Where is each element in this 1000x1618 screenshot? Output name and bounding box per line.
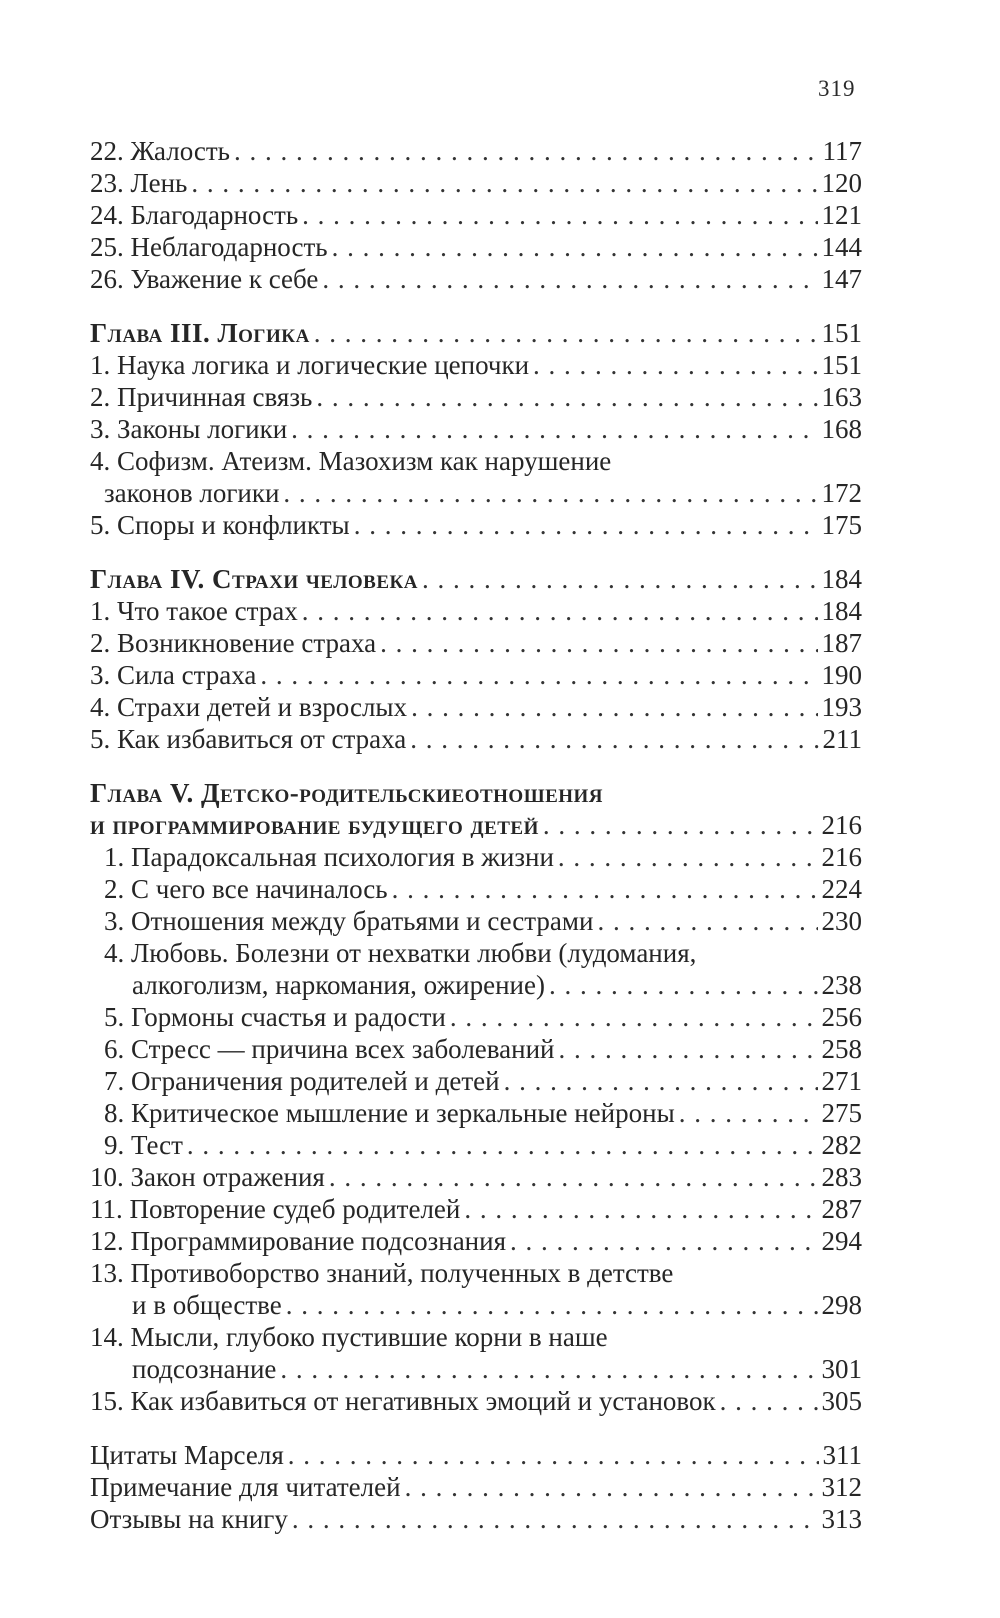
toc-entry-page: 121: [821, 200, 862, 230]
toc-entry-title: 3. Отношения между братьями и сестрами: [104, 906, 594, 936]
toc-entry-page: 271: [821, 1066, 862, 1096]
toc-entry: [90, 841, 862, 873]
toc-entry-page: 275: [821, 1098, 862, 1128]
chapter-heading: [90, 317, 862, 349]
toc-entry-title: 26. Уважение к себе: [90, 264, 319, 294]
toc-appendix: [90, 1439, 862, 1535]
toc-entry-page: 187: [821, 628, 862, 658]
toc-entry: [90, 905, 862, 937]
toc-entry-title: 1. Что такое страх: [90, 596, 298, 626]
toc-entry: [90, 1001, 862, 1033]
toc-entry: [90, 1065, 862, 1097]
dot-leader: [392, 873, 818, 905]
toc-entry-page: 283: [821, 1162, 862, 1192]
dot-leader: [559, 1033, 818, 1065]
dot-leader: [597, 905, 817, 937]
toc-entry-page: 312: [821, 1472, 862, 1502]
toc-entry-title: алкоголизм, наркомания, ожирение): [132, 970, 545, 1000]
toc-group-chapter-2-tail: [90, 135, 862, 295]
dot-leader: [283, 477, 817, 509]
toc-entry-page: 175: [821, 510, 862, 540]
dot-leader: [720, 1385, 818, 1417]
toc-entry-title: 3. Сила страха: [90, 660, 257, 690]
dot-leader: [280, 1353, 817, 1385]
toc-entry-title: 9. Тест: [104, 1130, 183, 1160]
toc-entry-title: 24. Благодарность: [90, 200, 299, 230]
toc-entry: [90, 1353, 862, 1385]
toc-entry-page: 313: [821, 1504, 862, 1534]
toc-entry-title: 1. Парадоксальная психология в жизни: [104, 842, 554, 872]
toc-entry-page: 258: [821, 1034, 862, 1064]
toc-entry-title: 11. Повторение судеб родителей: [90, 1194, 461, 1224]
toc-entry: [90, 691, 862, 723]
toc-entry-title: 8. Критическое мышление и зеркальные нейроны: [104, 1098, 675, 1128]
toc-entry-title: 2. С чего все начиналось: [104, 874, 388, 904]
dot-leader: [543, 809, 818, 841]
dot-leader: [405, 1471, 818, 1503]
toc-entry-page: 172: [821, 478, 862, 508]
toc-entry-title: Цитаты Марселя: [90, 1440, 284, 1470]
toc-chapter-4: [90, 563, 862, 755]
toc-entry: [90, 231, 862, 263]
toc-entry: [90, 263, 862, 295]
toc-entry: [90, 873, 862, 905]
dot-leader: [322, 263, 817, 295]
toc-entry-title: подсознание: [132, 1354, 277, 1384]
dot-leader: [549, 969, 818, 1001]
chapter-heading: [90, 563, 862, 595]
toc-entry-page: 238: [821, 970, 862, 1000]
toc-entry-title: 15. Как избавиться от негативных эмоций и установок: [90, 1386, 716, 1416]
toc-entry-title: 22. Жалость: [90, 136, 230, 166]
toc-entry: [90, 969, 862, 1001]
toc-entry-title: 10. Закон отражения: [90, 1162, 325, 1192]
toc-entry-page: 282: [821, 1130, 862, 1160]
toc-entry-page: 144: [821, 232, 862, 262]
toc-entry-title: 12. Программирование подсознания: [90, 1226, 506, 1256]
dot-leader: [464, 1193, 817, 1225]
toc-entry-page: 168: [821, 414, 862, 444]
toc-entry-page: 117: [822, 136, 862, 166]
toc-chapter-5: [90, 777, 862, 1417]
toc-entry-page: 305: [821, 1386, 862, 1416]
dot-leader: [288, 1439, 819, 1471]
toc-entry-page: 190: [821, 660, 862, 690]
toc-entry-title: 4. Страхи детей и взрослых: [90, 692, 408, 722]
toc-entry: [90, 659, 862, 691]
toc-entry-line: 4. Любовь. Болезни от нехватки любви (лудомания,: [104, 938, 697, 968]
dot-leader: [410, 723, 818, 755]
toc-entry-title: 7. Ограничения родителей и детей: [104, 1066, 500, 1096]
toc-entry-page: 230: [821, 906, 862, 936]
chapter-title: и программирование будущего детей: [90, 810, 539, 840]
dot-leader: [504, 1065, 818, 1097]
table-of-contents: [90, 135, 862, 1535]
toc-entry: [90, 349, 862, 381]
toc-entry-page: 147: [821, 264, 862, 294]
toc-entry-title: 5. Гормоны счастья и радости: [104, 1002, 446, 1032]
toc-entry-title: 2. Причинная связь: [90, 382, 313, 412]
chapter-title: Глава III. Логика: [90, 318, 310, 348]
chapter-heading: [90, 809, 862, 841]
toc-entry-line: 4. Софизм. Атеизм. Мазохизм как нарушение: [90, 446, 612, 476]
toc-entry-page: 163: [821, 382, 862, 412]
toc-entry-page: 256: [821, 1002, 862, 1032]
dot-leader: [679, 1097, 818, 1129]
toc-chapter-3: [90, 317, 862, 541]
toc-entry-title: 1. Наука логика и логические цепочки: [90, 350, 530, 380]
toc-entry: [90, 1439, 862, 1471]
toc-entry-title: 25. Неблагодарность: [90, 232, 328, 262]
toc-entry-title: Примечание для читателей: [90, 1472, 401, 1502]
dot-leader: [302, 199, 817, 231]
toc-entry-page: 311: [822, 1440, 862, 1470]
toc-entry: [90, 477, 862, 509]
toc-entry-page: 151: [821, 350, 862, 380]
toc-entry: [90, 1289, 862, 1321]
toc-entry-title: законов логики: [104, 478, 280, 508]
toc-entry: [90, 627, 862, 659]
toc-entry-page: 301: [821, 1354, 862, 1384]
dot-leader: [329, 1161, 818, 1193]
toc-entry-page: 193: [821, 692, 862, 722]
toc-entry: [90, 199, 862, 231]
toc-entry: [90, 595, 862, 627]
toc-entry: [90, 1097, 862, 1129]
toc-entry: [90, 723, 862, 755]
dot-leader: [291, 413, 817, 445]
toc-entry-page: 224: [821, 874, 862, 904]
chapter-page: 216: [821, 810, 862, 840]
chapter-page: 151: [821, 318, 862, 348]
dot-leader: [422, 563, 818, 595]
toc-entry-page: 287: [821, 1194, 862, 1224]
dot-leader: [380, 627, 817, 659]
toc-entry: [90, 1129, 862, 1161]
dot-leader: [260, 659, 817, 691]
chapter-title-line: Глава V. Детско-родительскиеотношения: [90, 778, 604, 808]
dot-leader: [558, 841, 818, 873]
dot-leader: [450, 1001, 818, 1033]
chapter-title: Глава IV. Страхи человека: [90, 564, 418, 594]
dot-leader: [302, 595, 818, 627]
dot-leader: [533, 349, 817, 381]
toc-entry-title: 3. Законы логики: [90, 414, 288, 444]
toc-entry-title: и в обществе: [132, 1290, 282, 1320]
toc-entry-page: 298: [821, 1290, 862, 1320]
toc-entry-title: 23. Лень: [90, 168, 188, 198]
toc-entry: [90, 135, 862, 167]
toc-entry-page: 211: [822, 724, 862, 754]
dot-leader: [316, 381, 817, 413]
toc-entry: [90, 1503, 862, 1535]
toc-entry-page: 120: [821, 168, 862, 198]
page-number: 319: [818, 76, 856, 101]
toc-entry-title: 5. Как избавиться от страха: [90, 724, 407, 754]
toc-entry: [90, 509, 862, 541]
toc-entry: [90, 167, 862, 199]
dot-leader: [411, 691, 817, 723]
dot-leader: [187, 1129, 818, 1161]
dot-leader: [314, 317, 818, 349]
dot-leader: [332, 231, 818, 263]
toc-entry: [90, 1193, 862, 1225]
toc-entry-title: 5. Споры и конфликты: [90, 510, 350, 540]
toc-entry-title: 2. Возникновение страха: [90, 628, 377, 658]
toc-entry-line: 13. Противоборство знаний, полученных в детстве: [90, 1258, 674, 1288]
toc-entry: [90, 1225, 862, 1257]
toc-entry-page: 216: [821, 842, 862, 872]
dot-leader: [191, 167, 817, 199]
toc-entry-page: 294: [821, 1226, 862, 1256]
toc-entry-page: 184: [821, 596, 862, 626]
chapter-page: 184: [821, 564, 862, 594]
dot-leader: [286, 1289, 818, 1321]
dot-leader: [292, 1503, 818, 1535]
toc-entry: [90, 1385, 862, 1417]
toc-entry-title: Отзывы на книгу: [90, 1504, 288, 1534]
dot-leader: [510, 1225, 818, 1257]
toc-entry-line: 14. Мысли, глубоко пустившие корни в наше: [90, 1322, 608, 1352]
toc-entry: [90, 1471, 862, 1503]
toc-entry: [90, 381, 862, 413]
toc-entry: [90, 1161, 862, 1193]
toc-entry: [90, 413, 862, 445]
toc-entry-title: 6. Стресс — причина всех заболеваний: [104, 1034, 555, 1064]
toc-entry: [90, 1033, 862, 1065]
dot-leader: [234, 135, 819, 167]
dot-leader: [354, 509, 818, 541]
